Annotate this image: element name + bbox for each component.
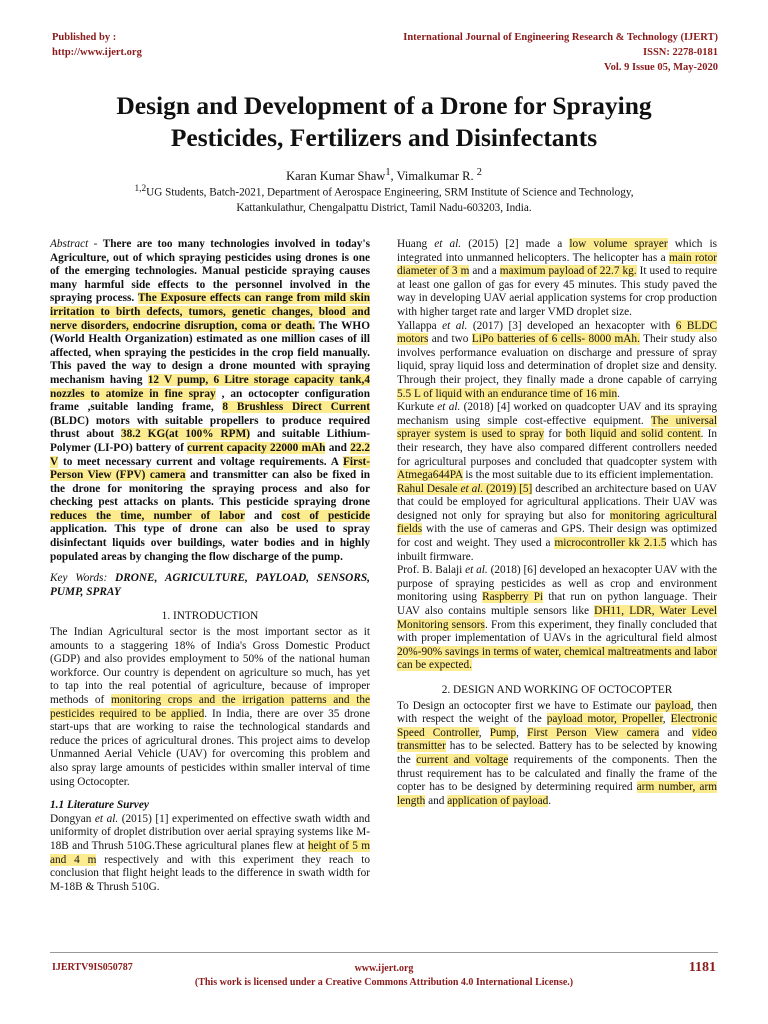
highlight: microcontroller kk 2.1.5 [554,537,667,550]
literature-paragraph-5 [397,483,717,565]
highlight: LiPo batteries of 6 cells- 8000 mAh. [471,333,640,346]
lit-text: . In their research, they have also compared different controllers needed for agricultural purposes and concluded that quadcopter system with [397,428,718,468]
highlight: low volume sprayer [569,238,668,250]
literature-paragraph-4 [397,401,717,483]
literature-paragraph-1 [50,813,370,895]
section-heading-introduction: 1. INTRODUCTION [161,610,259,623]
issn: ISSN: 2278-0181 [643,47,718,58]
abstract-text: (BLDC) motors with suitable propellers to produce required thrust about [50,414,370,441]
lit-text: (2018) [6] developed an hexacopter UAV with the purpose of spraying pesticides as well as crop and environment monitoring using [397,564,718,604]
highlight: cost of pesticide [281,509,370,522]
footer-center [0,962,768,990]
subsection-heading-literature: 1.1 Literature Survey [50,799,149,812]
lit-text: (2018) [4] worked on quadcopter UAV and its spraying mechanism using simple cost-effective equipment. [397,401,717,427]
journal-name: International Journal of Engineering Research & Technology (IJERT) [403,32,718,43]
highlight: The universal sprayer system is used to spray [397,414,718,441]
highlight: Raspberry Pi [482,591,544,604]
lit-text: Dongyan [50,812,95,825]
highlight: height of 5 m and 4 m [50,839,370,866]
author-1-sup: 1 [385,167,391,178]
abstract-text: application. This type of drone can also be used to spray disinfectant liquids over buildings, water bodies and in highly populated areas by changing the flow discharge of the pump. [50,523,370,563]
body-text: and [425,794,448,807]
lit-text: described an architecture based on UAV that could be employed for agricultural applications. Their UAV was designed not only for spraying but also for [397,482,717,522]
paper-title [40,90,728,154]
highlight: monitoring agricultural fields [397,509,717,536]
author-separator: , [390,169,397,184]
highlight: 12 V pump, 6 Litre storage capacity tank,4 nozzles to atomize in fine spray [50,373,370,400]
lit-text: with the use of cameras and GPS. Their design was optimized for cost and weight. They used a [397,523,717,550]
lit-text: which is integrated into unmanned helicopters. The helicopter has a [397,238,717,264]
lit-text: Their study also involves performance evaluation on discharge and pressure of spray liquid, spray liquid loss and determination of droplet size and density. Through their project, they finally made a drone capable of carrying [397,333,717,386]
footer-divider [50,952,718,953]
highlight: Atmega644PA [397,469,463,482]
highlight: current and voltage [416,753,509,766]
affiliation [60,182,708,216]
highlight: video transmitter [397,726,717,753]
highlight: payload motor, Propeller [546,713,663,726]
author-2: Vimalkumar R. [396,169,477,184]
abstract-text: to meet necessary current and voltage requirements. A [58,455,344,468]
abstract [50,238,370,564]
lit-text: (2015) [2] made a [461,238,570,250]
volume-issue: Vol. 9 Issue 05, May-2020 [604,62,718,73]
highlight: First-Person View (FPV) camera [50,455,370,482]
body-text: and [659,726,692,739]
lit-text: . [617,387,620,400]
highlight: arm number, arm length [397,781,717,807]
lit-text: It used to require at least one gallon of gas for every 45 minutes. This study paved the way in developing UAV aerial application systems for crop production with higher target rate and larger VMD droplet size. [397,265,717,318]
et-al: et al. [442,319,468,332]
highlight: Pump [489,726,517,739]
lit-text: (2015) [1] experimented on effective swath width and uniformity of droplet distribution over aerial spraying systems like M-18B and Thrush 510G.These agricultural planes flew at [50,812,370,852]
highlight: monitoring crops and the irrigation patterns and the pesticides required to be applied [50,694,370,720]
highlight: reduces the time, number of labor [50,509,245,522]
highlight: The Exposure effects can range from mild skin irritation to birth defects, tumors, genetic changes, blood and nerve disorders, endocrine disruption, coma or death. [50,292,371,332]
et-al: et al. [465,564,488,577]
keywords [50,572,370,599]
abstract-text: and suitable Lithium-Polymer (LI-PO) battery of [50,428,370,454]
lit-text: and a [469,265,500,278]
abstract-text: There are too many technologies involved in today's Agriculture, out of which spraying pesticides using drones is one of the emerging technologies. Manual pesticide spraying causes many harmful side effects to the personnel involved in the spraying process. [50,238,370,305]
highlight: 5.5 L of liquid with an endurance time of 16 min [397,387,618,400]
intro-text: The Indian Agricultural sector is the most important sector as it amounts to a staggering 18% of India's Gross Domestic Product (GDP) and also provides employment to 50% of the national human workforce. Our country is dependent on agriculture so much, has yet to tap into the real potential of agriculture, because of improper methods of [50,626,370,706]
highlight: application of payload [447,794,549,807]
highlight: 38.2 KG(at 100% RPM) [120,428,251,441]
literature-paragraph-2 [397,238,717,320]
left-column [50,238,370,894]
body-text: To Design an octocopter first we have to Estimate our [397,699,655,712]
lit-text: Kurkute [397,401,438,414]
highlight: payload [654,699,691,712]
abstract-text: and [325,441,351,454]
highlight: (2019) [5] [483,482,533,495]
license-note: (This work is licensed under a Creative Commons Attribution 4.0 International License.) [194,977,574,988]
lit-text: which has inbuilt firmware. [397,537,718,563]
keywords-text: DRONE, AGRICULTURE, PAYLOAD, SENSORS, PUMP, SPRAY [50,572,370,598]
affiliation-line-1: UG Students, Batch-2021, Department of Aerospace Engineering, SRM Institute of Science and Technology, [146,186,634,199]
body-text: , [516,726,528,739]
abstract-text: and [244,509,282,522]
highlight: DH11, LDR, Water Level Monitoring sensors [397,605,717,631]
author-1: Karan Kumar Shaw [286,169,386,184]
body-text: , then with respect the weight of the [397,699,717,726]
affiliation-sup: 1,2 [134,184,147,194]
abstract-text: , an octocopter configuration frame ,suitable landing frame, [50,387,370,414]
paper-id: IJERTV9IS050787 [52,962,133,973]
keywords-lead: Key Words: [50,572,116,585]
highlight: both liquid and solid content [565,428,701,441]
lit-text: respectively and with this experiment they reach to conclusion that flight height leads to the difference in swath width for M-18B & Thrush 510G. [50,853,370,893]
et-al: et al. [434,238,462,250]
lit-text: . From this experiment, they finally concluded that with proper implementation of UAVs in the agricultural field almost [397,618,717,645]
header-url-link[interactable]: http://www.ijert.org [52,47,142,58]
highlight: 20%-90% savings in terms of water, chemical maltreatments and labor can be expected. [397,645,717,672]
abstract-lead: Abstract - [50,238,103,250]
highlight: 8 Brushless Direct Current [222,401,370,414]
body-text: , [478,726,490,739]
lit-text: Huang [397,238,435,250]
highlight: 22.2 V [50,441,370,468]
lit-text: (2017) [3] developed an hexacopter with [467,319,676,332]
published-by: Published by : [52,32,117,43]
right-column [397,238,717,808]
section-heading-design: 2. DESIGN AND WORKING OF OCTOCOPTER [441,684,673,696]
lit-text: Prof. B. Balaji [397,564,466,577]
highlight: Electronic Speed Controller [397,713,717,739]
affiliation-line-2: Kattankulathur, Chengalpattu District, Tamil Nadu-603203, India. [236,201,532,214]
body-text: has to be selected. Battery has to be selected by knowing the [397,740,717,766]
highlight: main rotor diameter of 3 m [397,251,718,278]
lit-text: and two [428,333,472,346]
title-line-2: Pesticides, Fertilizers and Disinfectants [170,123,598,152]
title-line-1: Design and Development of a Drone for Spraying [116,91,652,120]
body-text: , [662,713,671,726]
design-paragraph [397,700,717,809]
abstract-text: The WHO (World Health Organization) estimated as one million cases of ill affected, when spraying the pesticides in the crop field manually. This paved the way to design a drone mounted with spraying mechanism having [50,319,370,386]
intro-text: . In India, there are over 35 drone start-ups that are working to raise the technological standards and reduce the prices of agricultural drones. This project aims to develop Unmanned Aerial Vehicle (UAV) for overcoming this problem and also spray large amounts of pesticides within smaller interval of time using Octocopter. [50,707,370,788]
body-text: requirements of the components. Then the thrust requirement has to be calculated and finally the frame of the copter has to be designed by determining required [397,753,717,794]
highlight: current capacity 22000 mAh [187,441,326,454]
lit-text: is the most suitable due to its efficient implementation. [462,469,714,482]
lit-text: Yallappa [397,319,443,332]
author-2-sup: 2 [476,167,482,178]
highlight: 6 BLDC motors [397,319,718,346]
literature-paragraph-3 [397,320,717,402]
lit-text: for [544,428,566,441]
highlight: First Person View camera [527,726,660,739]
lit-text: that run on python language. Their UAV also contains multiple sensors like [397,591,717,618]
intro-paragraph [50,626,370,789]
page-number: 1181 [688,960,716,975]
header-right [403,30,718,75]
highlight: Rahul Desale [397,482,461,495]
footer-url-link[interactable]: www.ijert.org [354,963,414,974]
et-al: et al. [437,401,461,414]
literature-paragraph-6 [397,564,717,673]
body-text: . [548,794,552,807]
highlight: maximum payload of 22.7 kg. [499,265,637,278]
header-left [52,30,142,60]
et-al: et al. [460,482,484,495]
abstract-text: and transmitter can also be fixed in the drone for monitoring the spraying process and also for checking pest attacks on plants. This pesticide spraying drone [50,469,371,509]
et-al: et al. [94,812,119,825]
